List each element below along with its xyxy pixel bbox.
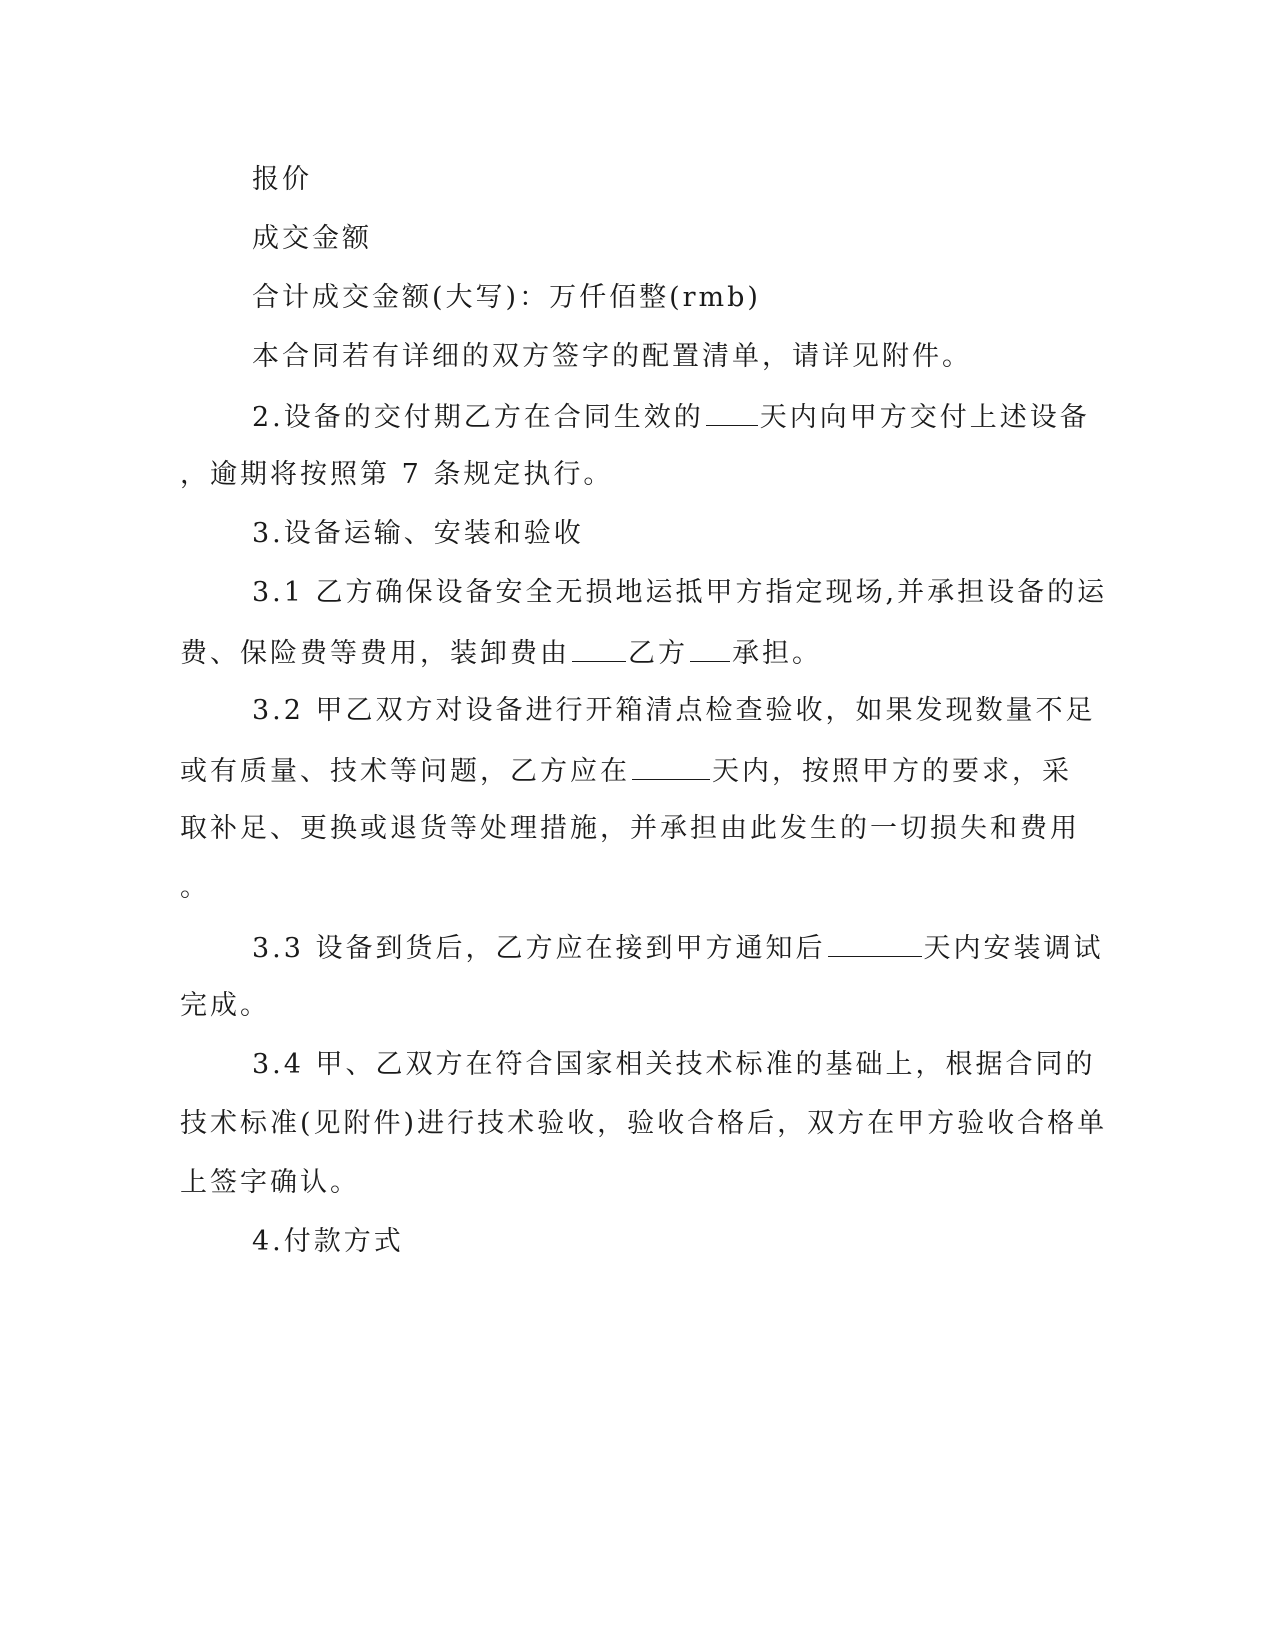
blank-loading-fee-1 (572, 635, 626, 662)
text-3-2-e: 。 (180, 872, 210, 903)
text-3-2-c: 天内，按照甲方的要求，采 (712, 756, 1072, 787)
text-3-3-a: 3.3 设备到货后，乙方应在接到甲方通知后 (252, 933, 826, 964)
paragraph-3-3 (252, 930, 1104, 966)
paragraph-3-4 (252, 1048, 1096, 1082)
paragraph-3-2-cont2 (180, 812, 1080, 846)
paragraph-3-2-cont1 (180, 753, 1072, 789)
text-delivery-period-a: 2.设备的交付期乙方在合同生效的 (252, 402, 704, 433)
text-deal-amount: 成交金额 (252, 223, 372, 254)
text-3-1-d: 承担。 (732, 638, 822, 669)
blank-install-days (828, 930, 922, 957)
section-heading-3 (252, 517, 584, 551)
paragraph-config-list (252, 340, 972, 374)
text-3-3-b: 天内安装调试 (923, 933, 1104, 964)
text-delivery-period-c: ，逾期将按照第 7 条规定执行。 (180, 459, 614, 490)
text-total-amount: 合计成交金额(大写)：万仟佰整(rmb) (252, 282, 761, 313)
text-3-3-c: 完成。 (180, 990, 270, 1021)
paragraph-3-2-cont3 (180, 871, 210, 905)
paragraph-3-1-cont (180, 635, 822, 671)
paragraph-total-amount (252, 281, 761, 315)
paragraph-3-4-cont2 (180, 1166, 360, 1200)
paragraph-deal-amount (252, 222, 372, 256)
paragraph-delivery-period-cont (180, 458, 613, 492)
text-3-4-a: 3.4 甲、乙双方在符合国家相关技术标准的基础上，根据合同的 (252, 1049, 1096, 1080)
text-3-4-c: 上签字确认。 (180, 1167, 360, 1198)
text-3-2-a: 3.2 甲乙双方对设备进行开箱清点检查验收，如果发现数量不足 (252, 695, 1096, 726)
paragraph-3-1 (252, 576, 1107, 610)
paragraph-3-4-cont1 (180, 1107, 1107, 1141)
text-section-3: 3.设备运输、安装和验收 (252, 518, 584, 549)
text-3-2-b: 或有质量、技术等问题，乙方应在 (180, 756, 630, 787)
paragraph-quote (252, 163, 312, 197)
text-3-1-a: 3.1 乙方确保设备安全无损地运抵甲方指定现场,并承担设备的运 (252, 577, 1108, 608)
blank-loading-fee-2 (690, 635, 730, 662)
blank-delivery-days (706, 399, 758, 426)
text-delivery-period-b: 天内向甲方交付上述设备 (759, 402, 1090, 433)
text-3-2-d: 取补足、更换或退货等处理措施，并承担由此发生的一切损失和费用 (180, 813, 1080, 844)
text-3-1-c: 乙方 (628, 638, 688, 669)
blank-remedy-days (632, 753, 710, 780)
section-heading-4 (252, 1225, 404, 1259)
text-config-list: 本合同若有详细的双方签字的配置清单，请详见附件。 (252, 341, 972, 372)
text-3-1-b: 费、保险费等费用，装卸费由 (180, 638, 570, 669)
text-quote: 报价 (252, 164, 312, 195)
text-section-4: 4.付款方式 (252, 1226, 404, 1257)
paragraph-3-3-cont (180, 989, 270, 1023)
paragraph-delivery-period (252, 399, 1090, 435)
paragraph-3-2 (252, 694, 1096, 728)
text-3-4-b: 技术标准(见附件)进行技术验收，验收合格后，双方在甲方验收合格单 (180, 1108, 1108, 1139)
